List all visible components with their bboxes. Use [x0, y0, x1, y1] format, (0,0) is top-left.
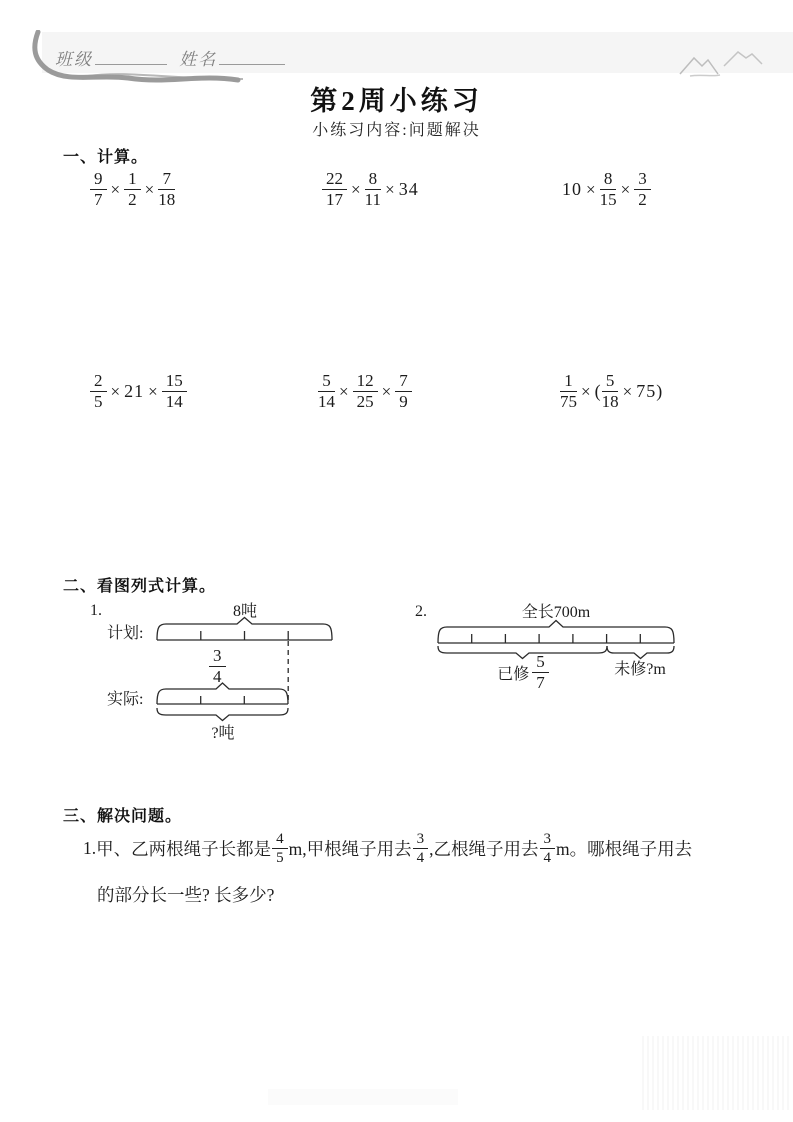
fraction: $\frac{8}{11}$ — [364, 169, 382, 210]
fraction: $\frac{8}{15}$ — [599, 169, 617, 210]
repaired-label: 已修 — [497, 666, 530, 684]
rope-a-used-denominator: 4 — [416, 850, 425, 867]
multiply-sign: × — [586, 179, 596, 199]
actual-label: 实际: — [107, 691, 144, 708]
rope-a-used-fraction — [413, 831, 429, 866]
ratio-fraction-numerator: 3 — [209, 647, 226, 667]
multiply-sign: × — [385, 179, 395, 199]
problem-1-text-1: 甲、乙两根绳子长都是 — [96, 839, 272, 860]
problem-1-line-1 — [83, 831, 692, 866]
number: 34 — [398, 179, 419, 200]
section-heading-diagrams: 二、看图列式计算。 — [63, 578, 217, 595]
problem-1-number: 1. — [83, 838, 97, 859]
multiply-sign: × — [110, 381, 121, 401]
actual-total-label: ?吨 — [211, 725, 235, 742]
ratio-fraction-denominator: 4 — [213, 667, 222, 687]
section-heading-problems: 三、解决问题。 — [63, 808, 183, 825]
fraction: $\frac{5}{18}$ — [601, 371, 619, 412]
multiply-sign: × — [351, 179, 361, 199]
rope-a-used-numerator: 3 — [413, 831, 429, 849]
rope-b-used-fraction — [540, 831, 556, 866]
class-write-line — [95, 49, 167, 65]
watermark-stripes — [642, 1036, 792, 1110]
expression-3 — [562, 170, 651, 210]
fraction: $\frac{22}{17}$ — [322, 170, 347, 210]
parenthesis: ) — [656, 381, 664, 402]
plan-total-label: 8吨 — [232, 603, 257, 620]
fraction: $\frac{2}{5}$ — [90, 372, 107, 412]
ratio-fraction — [209, 647, 226, 687]
problem-1-text-3: ,乙根绳子用去 — [429, 839, 539, 860]
rope-b-used-numerator: 3 — [540, 831, 556, 849]
problem-1-text-2: m,甲根绳子用去 — [288, 839, 412, 860]
fraction: $\frac{9}{7}$ — [90, 170, 107, 210]
section-heading-calculation: 一、计算。 — [63, 149, 149, 166]
fraction: $\frac{1}{2}$ — [124, 170, 141, 210]
parenthesis: ( — [594, 381, 602, 402]
fraction: $\frac{12}{25}$ — [353, 372, 378, 412]
fraction: $\frac{7}{18}$ — [158, 169, 176, 210]
diagram-1 — [85, 600, 355, 750]
multiply-sign: × — [144, 179, 155, 199]
multiply-sign: × — [581, 381, 591, 401]
multiply-sign: × — [148, 381, 158, 401]
multiply-sign: × — [622, 381, 633, 401]
multiply-sign: × — [381, 381, 392, 401]
problem-1-line-2: 的部分长一些? 长多少? — [97, 885, 275, 905]
expression-1 — [90, 170, 175, 210]
name-write-line — [219, 49, 285, 65]
student-fields — [55, 45, 291, 70]
repaired-fraction — [532, 653, 549, 693]
expression-2 — [322, 170, 419, 210]
page-title: 第2周小练习 — [310, 86, 483, 116]
class-label: 班级 — [55, 50, 93, 69]
fraction: $\frac{15}{14}$ — [162, 372, 187, 412]
watermark-band — [268, 1089, 458, 1105]
multiply-sign: × — [339, 381, 349, 401]
problem-1-text-4: m。哪根绳子用去 — [556, 839, 693, 860]
remaining-label: 未修?m — [614, 661, 666, 678]
fraction: $\frac{3}{2}$ — [634, 170, 651, 210]
multiply-sign: × — [110, 179, 121, 199]
fraction: $\frac{1}{75}$ — [560, 371, 577, 412]
repaired-fraction-denominator: 7 — [536, 673, 545, 693]
repaired-group — [478, 653, 568, 693]
fraction: $\frac{7}{9}$ — [395, 372, 412, 412]
mountain-sketch-icon — [672, 44, 772, 82]
expression-4 — [90, 372, 187, 412]
diagram-2 — [410, 600, 700, 700]
page-subtitle: 小练习内容:问题解决 — [312, 122, 481, 139]
rope-length-fraction — [272, 831, 288, 866]
expression-5 — [318, 372, 412, 412]
plan-label: 计划: — [107, 625, 144, 642]
multiply-sign: × — [620, 179, 631, 199]
total-length-label: 全长700m — [521, 604, 591, 621]
number: 75 — [636, 381, 657, 402]
name-label: 姓名 — [179, 50, 218, 69]
number: 21 — [124, 381, 145, 402]
rope-length-denominator: 5 — [276, 850, 284, 867]
diagram-2-number: 2. — [415, 603, 427, 620]
repaired-fraction-numerator: 5 — [532, 653, 549, 673]
diagram-1-number: 1. — [90, 602, 102, 619]
fraction: $\frac{5}{14}$ — [318, 371, 335, 412]
rope-b-used-denominator: 4 — [543, 850, 551, 867]
number: 10 — [562, 179, 582, 200]
rope-length-numerator: 4 — [272, 831, 288, 849]
expression-6 — [560, 372, 663, 412]
